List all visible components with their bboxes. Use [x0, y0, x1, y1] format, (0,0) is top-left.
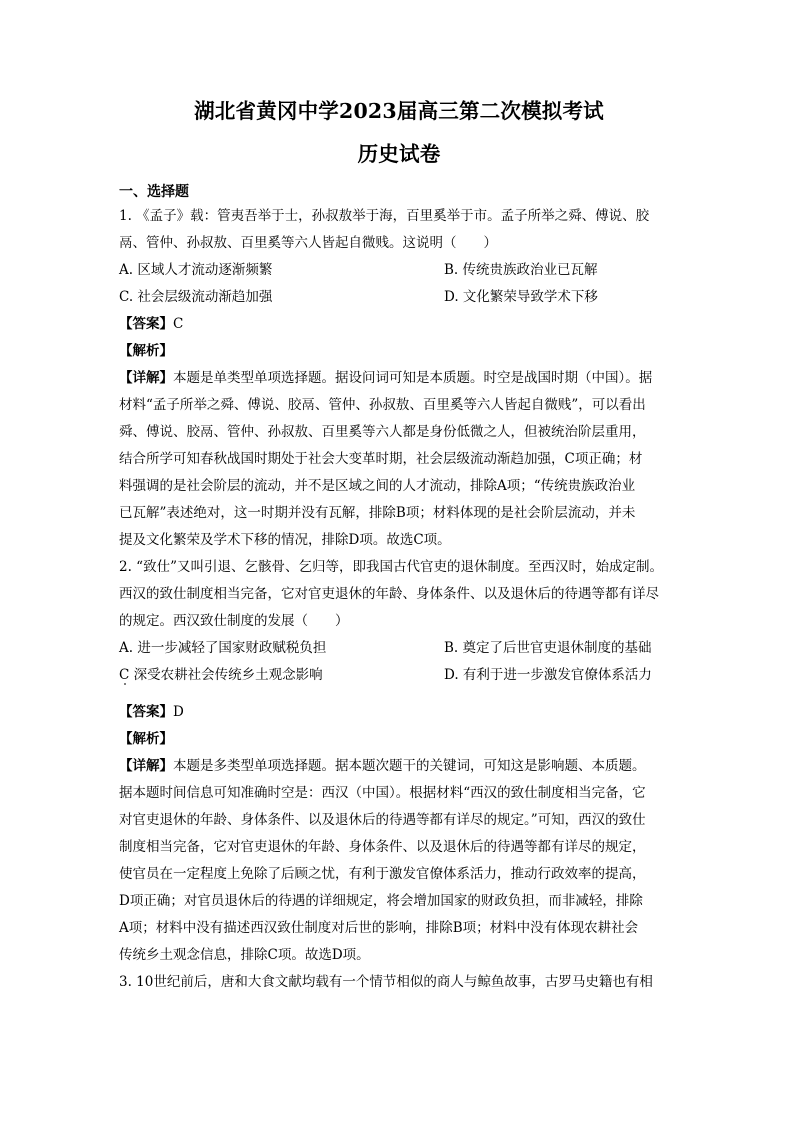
answer-tag: 【答案】 [119, 316, 173, 332]
q2-detail-line: 传统乡土观念信息，排除C项。故选D项。 [119, 947, 370, 963]
question-3 [119, 969, 679, 996]
q2-stem-line: 2. “致仕”又叫引退、乞骸骨、乞归等，即我国古代官吏的退休制度。至西汉时，始成定制。 [119, 559, 663, 575]
q1-detail-line: 结合所学可知春秋战国时期处于社会大变革时期，社会层级流动渐趋加强，C项正确；材 [119, 451, 643, 467]
detail-text: 本题是多类型单项选择题。据本题次题干的关键词，可知这是影响题、本质题。 [173, 758, 646, 774]
detail-text: 本题是单类型单项选择题。据设问词可知是本质题。时空是战国时期（中国）。据 [173, 370, 653, 386]
question-1 [119, 203, 679, 554]
q2-option-a: A. 进一步减轻了国家财政赋税负担 [119, 640, 327, 656]
answer-tag: 【答案】 [119, 704, 173, 720]
section-heading: 一、选择题 [119, 184, 189, 200]
q2-answer [119, 699, 679, 726]
q2-stem-line: 西汉的致仕制度相当完备，它对官吏退休的年龄、身体条件、以及退休后的待遇等都有详尽 [119, 586, 659, 602]
q1-detail-line: 舜、傅说、胶鬲、管仲、孙叔敖、百里奚等六人都是身份低微之人，但被统治阶层重用， [119, 424, 646, 440]
page-title: 湖北省黄冈中学2023届高三第二次模拟考试 [194, 99, 604, 123]
q1-stem-line: 1. 《孟子》载：管夷吾举于士，孙叔敖举于海，百里奚举于市。孟子所举之舜、傅说、胶 [119, 208, 650, 224]
q1-option-a: A. 区域人才流动逐渐频繁 [119, 262, 273, 278]
q1-option-d: D. 文化繁荣导致学术下移 [444, 289, 598, 305]
q1-stem-line: 鬲、管仲、孙叔敖、百里奚等六人皆起自微贱。这说明（ ） [119, 235, 497, 251]
q2-analysis-tag: 【解析】 [119, 731, 173, 747]
q1-detail-line: 料强调的是社会阶层的流动，并不是区域之间的人才流动，排除A项；“传统贵族政治业 [119, 478, 636, 494]
q1-analysis-tag: 【解析】 [119, 343, 173, 359]
page-subtitle: 历史试卷 [357, 142, 441, 166]
answer-value: C [173, 316, 184, 332]
q2-option-d: D. 有利于进一步激发官僚体系活力 [444, 667, 652, 683]
q2-detail-line: 制度相当完备，它对官吏退休的年龄、身体条件、以及退休后的待遇等都有详尽的规定， [119, 839, 646, 855]
q2-option-b: B. 奠定了后世官吏退休制度的基础 [444, 640, 652, 656]
detail-tag: 【详解】 [119, 758, 173, 774]
q2-stem-line: 的规定。西汉致仕制度的发展（ ） [119, 613, 349, 629]
page-content [119, 96, 679, 996]
q1-detail-line: 材料“孟子所举之舜、傅说、胶鬲、管仲、孙叔敖、百里奚等六人皆起自微贱”，可以看出 [119, 397, 646, 413]
q2-detail-line: A项；材料中没有描述西汉致仕制度对后世的影响，排除B项；材料中没有体现农耕社会 [119, 920, 639, 936]
question-2 [119, 554, 679, 969]
q2-options [119, 635, 679, 689]
q1-detail-line: 提及文化繁荣及学术下移的情况，排除D项。故选C项。 [119, 532, 451, 548]
q1-detail-line [119, 365, 679, 392]
q2-option-c: C 深受农耕社会传统乡土观念影响 [119, 662, 444, 689]
detail-tag: 【详解】 [119, 370, 173, 386]
q1-answer [119, 311, 679, 338]
answer-value: D [173, 704, 184, 720]
q1-option-c: C. 社会层级流动渐趋加强 [119, 289, 273, 305]
q2-detail-line [119, 753, 679, 780]
q2-detail-line: D项正确；对官员退休后的待遇的详细规定，将会增加国家的财政负担，而非减轻，排除 [119, 893, 643, 909]
q2-detail-line: 使官员在一定程度上免除了后顾之忧，有利于激发官僚体系活力，推动行政效率的提高， [119, 866, 646, 882]
q1-option-b: B. 传统贵族政治业已瓦解 [444, 262, 598, 278]
q3-stem-line: 3. 10世纪前后，唐和大食文献均载有一个情节相似的商人与鲸鱼故事，古罗马史籍也有相 [119, 974, 653, 990]
q2-detail-line: 据本题时间信息可知准确时空是：西汉（中国）。根据材料“西汉的致仕制度相当完备，它 [119, 785, 646, 801]
q1-options [119, 257, 679, 311]
q2-detail-line: 对官吏退休的年龄、身体条件、以及退休后的待遇等都有详尽的规定。”可知，西汉的致仕 [119, 812, 646, 828]
q1-detail-line: 已瓦解”表述绝对，这一时期并没有瓦解，排除B项；材料体现的是社会阶层流动，并未 [119, 505, 636, 521]
